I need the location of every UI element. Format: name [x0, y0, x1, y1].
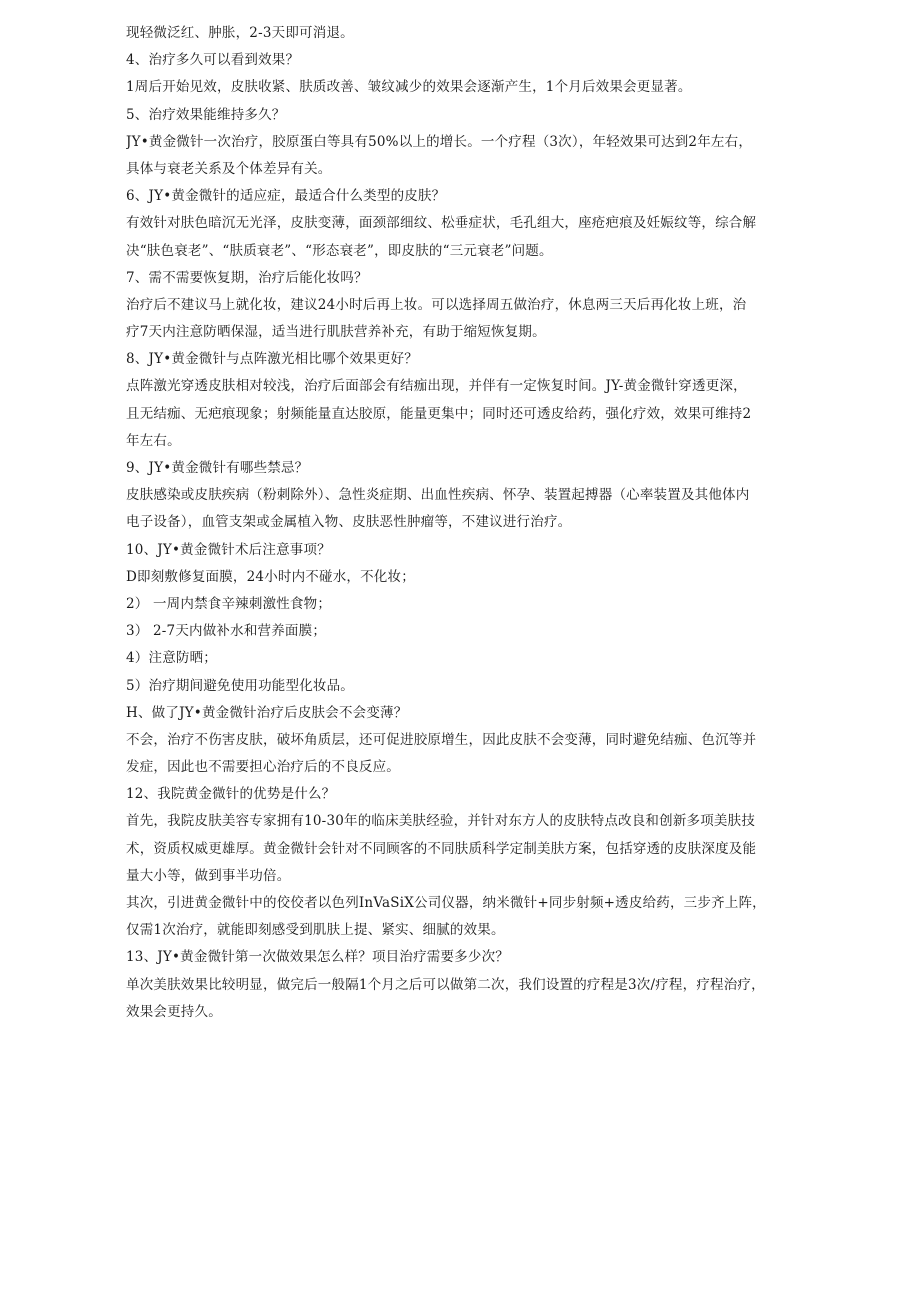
- text-line: 1周后开始见效，皮肤收紧、肤质改善、皱纹减少的效果会逐渐产生，1个月后效果会更显著。: [126, 79, 692, 96]
- text-line: 仅需1次治疗，就能即刻感受到肌肤上提、紧实、细腻的效果。: [126, 922, 505, 939]
- text-line: 8、JY•黄金微针与点阵激光相比哪个效果更好？: [126, 351, 418, 368]
- text-line: 2） 一周内禁食辛辣刺激性食物；: [126, 595, 332, 612]
- text-line: H、做了JY•黄金微针治疗后皮肤会不会变薄？: [126, 704, 408, 721]
- text-line: 9、JY•黄金微针有哪些禁忌？: [126, 460, 309, 476]
- text-line: 首先，我院皮肤美容专家拥有10-30年的临床美肤经验，并针对东方人的皮肤特点改良和创新多项美肤技: [126, 813, 756, 830]
- text-line: 电子设备），血管支架或金属植入物、皮肤恶性肿瘤等，不建议进行治疗。: [126, 514, 572, 531]
- text-line: 效果会更持久。: [126, 1003, 222, 1020]
- text-line: 皮肤感染或皮肤疾病（粉刺除外）、急性炎症期、出血性疾病、怀孕、装置起搏器（心率装置及其他体内: [126, 487, 750, 504]
- text-line: 决“肤色衰老”、“肤质衰老”、“形态衰老”，即皮肤的“三元衰老”问题。: [126, 242, 553, 259]
- text-line: 13、JY•黄金微针第一次做效果怎么样？项目治疗需要多少次？: [126, 949, 509, 966]
- text-line: 不会，治疗不伤害皮肤，破坏角质层，还可促进胶原增生，因此皮肤不会变薄，同时避免结痂、色沉等并: [126, 731, 757, 748]
- text-line: JY•黄金微针一次治疗，胶原蛋白等具有50%以上的增长。一个疗程（3次），年轻效果可达到2年左右，: [126, 133, 753, 150]
- text-line: 术，资质权威更雄厚。黄金微针会针对不同顾客的不同肤质科学定制美肤方案，包括穿透的皮肤深度及能: [126, 840, 757, 857]
- text-line: 疗7天内注意防晒保湿，适当进行肌肤营养补充，有助于缩短恢复期。: [126, 324, 546, 341]
- text-line: 年左右。: [126, 432, 181, 449]
- text-line: 5）治疗期间避免使用功能型化妆品。: [126, 677, 354, 694]
- text-line: 3） 2-7天内做补水和营养面膜；: [126, 623, 327, 640]
- text-line: 有效针对肤色暗沉无光泽，皮肤变薄，面颈部细纹、松垂症状，毛孔组大，座疮疤痕及妊娠纹等，综合解: [126, 215, 757, 232]
- text-line: 治疗后不建议马上就化妆，建议24小时后再上妆。可以选择周五做治疗，休息两三天后再化妆上班，治: [126, 296, 747, 313]
- text-line: 4）注意防晒；: [126, 650, 217, 667]
- text-line: 量大小等，做到事半功倍。: [126, 867, 291, 884]
- text-line: 7、需不需要恢复期，治疗后能化妆吗？: [126, 269, 368, 286]
- text-line: D即刻敷修复面膜，24小时内不碰水，不化妆；: [126, 568, 415, 585]
- text-line: 且无结痂、无疤痕现象；射频能量直达胶原，能量更集中；同时还可透皮给药，强化疗效，效果可维持2: [126, 405, 752, 422]
- text-line: 具体与衰老关系及个体差异有关。: [126, 160, 332, 177]
- text-line: 4、治疗多久可以看到效果？: [126, 52, 300, 69]
- text-line: 发症，因此也不需要担心治疗后的不良反应。: [126, 759, 400, 776]
- document-body: [126, 20, 798, 1026]
- text-line: 6、JY•黄金微针的适应症，最适合什么类型的皮肤？: [126, 188, 446, 205]
- text-line: 点阵激光穿透皮肤相对较浅，治疗后面部会有结痂出现，并伴有一定恢复时间。JY-黄金微针穿透更深，: [126, 378, 747, 395]
- text-line: 单次美肤效果比较明显，做完后一般隔1个月之后可以做第二次，我们设置的疗程是3次/疗程，疗程治疗，: [126, 976, 765, 993]
- text-line: 12、我院黄金微针的优势是什么？: [126, 786, 336, 803]
- text-line: 10、JY•黄金微针术后注意事项？: [126, 541, 331, 558]
- text-line: 其次，引进黄金微针中的佼佼者以色列InVaSiX公司仪器，纳米微针+同步射频+透皮给药，三步齐上阵，: [126, 895, 766, 911]
- text-line: 现轻微泛红、肿胀，2-3天即可消退。: [126, 25, 354, 41]
- text-line: 5、治疗效果能维持多久？: [126, 106, 286, 123]
